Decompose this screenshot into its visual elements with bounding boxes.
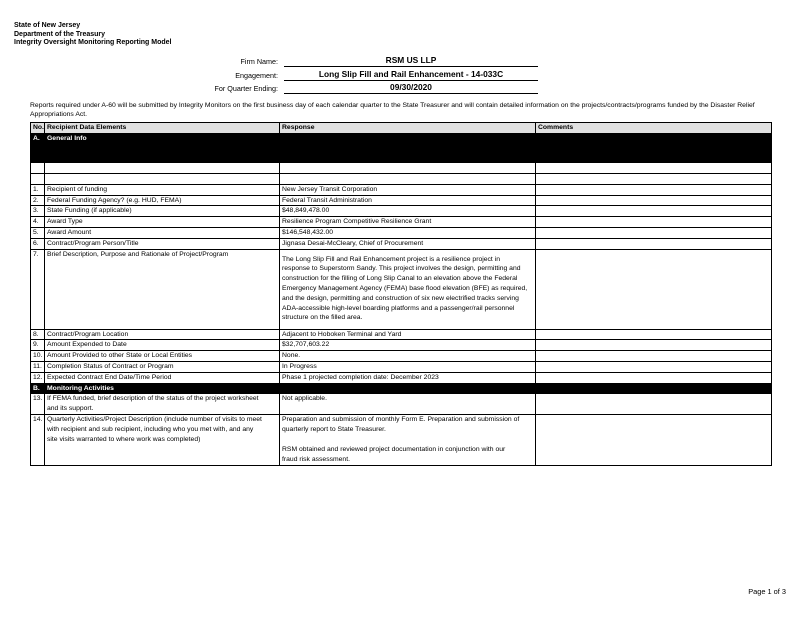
row-response: Resilience Program Competitive Resilience Grant (280, 217, 536, 228)
row-response: $32,707,603.22 (280, 340, 536, 351)
blank-row (31, 162, 772, 173)
row-comments (536, 227, 772, 238)
table-row (31, 361, 772, 372)
row-response (280, 415, 536, 466)
row-response: None. (280, 351, 536, 362)
section-b-no: B. (31, 383, 45, 394)
row-element: Amount Expended to Date (45, 340, 280, 351)
row-element: Award Type (45, 217, 280, 228)
description-line: ADA-accessible high-level boarding platforms and a passenger/rail personnel (282, 304, 515, 312)
section-a-row (31, 133, 772, 162)
row-comments (536, 361, 772, 372)
model-line: Integrity Oversight Monitoring Reporting Model (14, 39, 172, 47)
row-comments (536, 340, 772, 351)
description-line: Emergency Management Agency (FEMA) base flood elevation (BFE) as required, (282, 284, 528, 292)
row-no: 9. (31, 340, 45, 351)
row-comments (536, 351, 772, 362)
row-element: Award Amount (45, 227, 280, 238)
row-element: Amount Provided to other State or Local Entities (45, 351, 280, 362)
row-response: Adjacent to Hoboken Terminal and Yard (280, 329, 536, 340)
table-row (31, 206, 772, 217)
department-line: Department of the Treasury (14, 30, 106, 38)
element-line: site visits warranted to where work was completed) (47, 435, 201, 443)
row-response: Not applicable. (280, 394, 536, 415)
table-row (31, 372, 772, 383)
row-no: 7. (31, 249, 45, 329)
description-line: structure on the filled area. (282, 314, 363, 322)
response-line: quarterly report to State Treasurer. (282, 426, 386, 434)
row-element: Recipient of funding (45, 184, 280, 195)
row-element: Brief Description, Purpose and Rationale of Project/Program (45, 249, 280, 329)
col-comments-header: Comments (536, 123, 772, 134)
row-element: Completion Status of Contract or Program (45, 361, 280, 372)
row-comments (536, 329, 772, 340)
description-line: response to Superstorm Sandy. This project involves the design, permitting and (282, 265, 521, 273)
firm-name-value: RSM US LLP (284, 55, 538, 67)
row-no: 4. (31, 217, 45, 228)
report-header (14, 22, 172, 48)
engagement-label: Engagement: (235, 71, 278, 80)
response-line: fraud risk assessment. (282, 455, 350, 463)
section-b-title: Monitoring Activities (45, 383, 280, 394)
description-line: and the design, permitting and construction of six new electrified tracks serving (282, 294, 519, 302)
recipient-data-table (30, 122, 772, 466)
row-element: State Funding (if applicable) (45, 206, 280, 217)
col-element-header: Recipient Data Elements (45, 123, 280, 134)
quarter-value: 09/30/2020 (284, 82, 538, 94)
row-response: Jignasa Desai-McCleary, Chief of Procurement (280, 238, 536, 249)
table-row (31, 227, 772, 238)
quarter-label: For Quarter Ending: (214, 84, 278, 93)
page-number: Page 1 of 3 (748, 587, 786, 596)
row-response: New Jersey Transit Corporation (280, 184, 536, 195)
quarter-row (180, 82, 540, 94)
row-comments (536, 415, 772, 466)
firm-name-row (180, 55, 540, 67)
row-response: Federal Transit Administration (280, 195, 536, 206)
description-line: construction for the filling of Long Slip Canal to an elevation above the Federal (282, 275, 518, 283)
row-no: 8. (31, 329, 45, 340)
row-comments (536, 206, 772, 217)
row-comments (536, 249, 772, 329)
table-row (31, 351, 772, 362)
col-response-header: Response (280, 123, 536, 134)
engagement-row (180, 69, 540, 81)
row-no: 14. (31, 415, 45, 466)
row-no: 3. (31, 206, 45, 217)
firm-name-label: Firm Name: (240, 57, 278, 66)
row-element (45, 394, 280, 415)
row-element: Contract/Program Location (45, 329, 280, 340)
response-line (282, 435, 533, 445)
table-row (31, 184, 772, 195)
blank-row (31, 173, 772, 184)
table-row (31, 217, 772, 228)
engagement-value: Long Slip Fill and Rail Enhancement - 14-033C (284, 69, 538, 81)
section-a-no: A. (31, 133, 45, 162)
table-row (31, 394, 772, 415)
row-no: 13. (31, 394, 45, 415)
row-comments (536, 184, 772, 195)
table-row (31, 415, 772, 466)
row-comments (536, 238, 772, 249)
row-comments (536, 217, 772, 228)
table-row (31, 340, 772, 351)
row-no: 2. (31, 195, 45, 206)
row-response: In Progress (280, 361, 536, 372)
row-element: Contract/Program Person/Title (45, 238, 280, 249)
row-comments (536, 195, 772, 206)
element-line: If FEMA funded, brief description of the status of the project worksheet (47, 395, 259, 403)
intro-paragraph: Reports required under A-60 will be submitted by Integrity Monitors on the first business day of each calendar quarter to the State Treasurer and will contain detailed information on the projects/contracts/programs funded by the Disaster Relief Appropriations Act. (30, 102, 755, 119)
element-line: and its support. (47, 405, 94, 413)
element-line: Quarterly Activities/Project Description (include number of visits to meet (47, 416, 262, 424)
state-line: State of New Jersey (14, 22, 81, 29)
table-row (31, 195, 772, 206)
row-comments (536, 372, 772, 383)
row-response: Phase 1 projected completion date: December 2023 (280, 372, 536, 383)
table-header-row (31, 123, 772, 134)
row-no: 11. (31, 361, 45, 372)
row-element: Expected Contract End Date/Time Period (45, 372, 280, 383)
row-response: $48,849,478.00 (280, 206, 536, 217)
row-no: 12. (31, 372, 45, 383)
row-comments (536, 394, 772, 415)
description-line: The Long Slip Fill and Rail Enhancement project is a resilience project in (282, 255, 500, 263)
row-response-description (280, 249, 536, 329)
section-a-title: General Info (45, 133, 280, 162)
table-row (31, 238, 772, 249)
response-line: Preparation and submission of monthly Form E. Preparation and submission of (282, 416, 520, 424)
row-element: Federal Funding Agency? (e.g. HUD, FEMA) (45, 195, 280, 206)
row-element (45, 415, 280, 466)
table-row (31, 249, 772, 329)
col-no-header: No. (31, 123, 45, 134)
row-no: 1. (31, 184, 45, 195)
section-b-row (31, 383, 772, 394)
table-row (31, 329, 772, 340)
row-no: 10. (31, 351, 45, 362)
response-line: RSM obtained and reviewed project documentation in conjunction with our (282, 445, 506, 453)
row-response: $146,548,432.00 (280, 227, 536, 238)
element-line: with recipient and sub recipient, including who you met with, and any (47, 426, 254, 434)
row-no: 5. (31, 227, 45, 238)
row-no: 6. (31, 238, 45, 249)
